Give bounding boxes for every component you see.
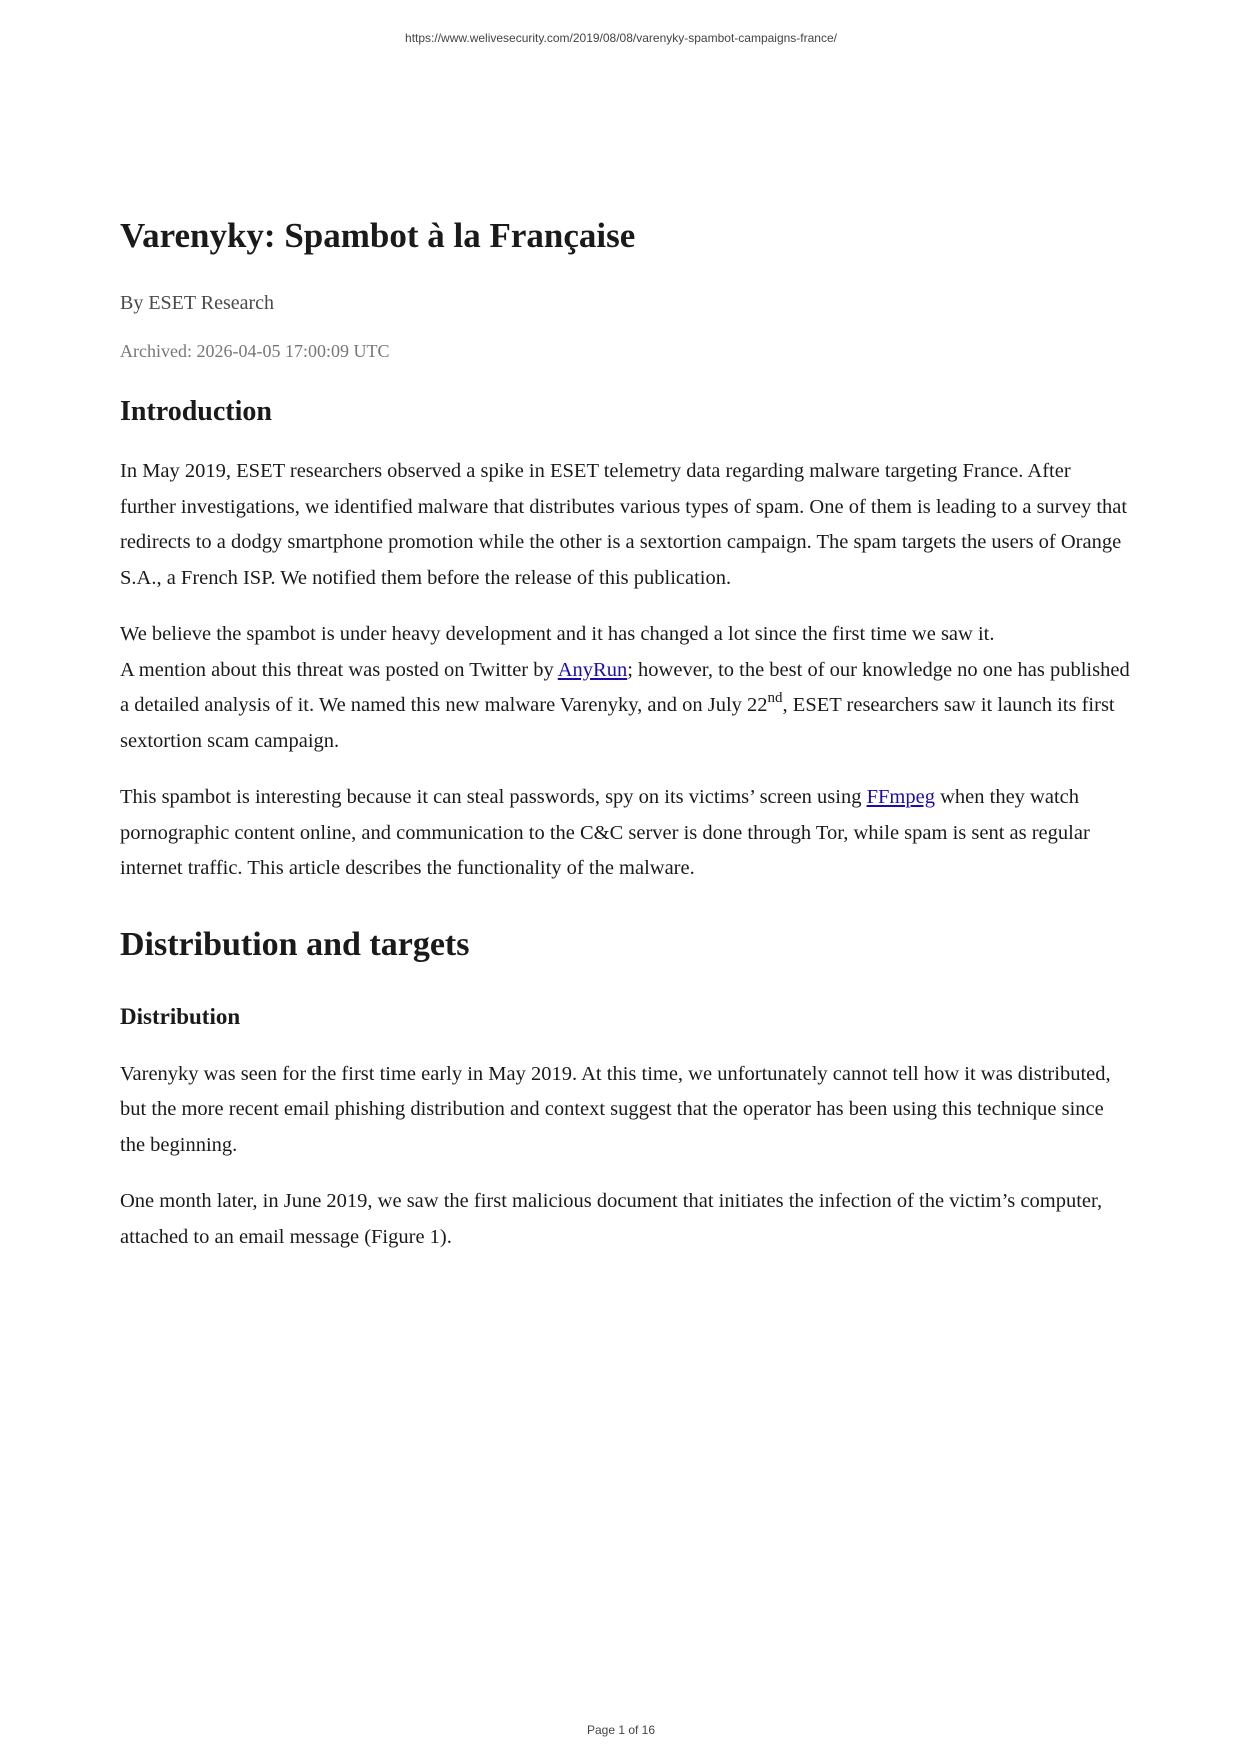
paragraph-intro-3-text-b: when they watch pornographic content online, and communication to the C&C server is done through Tor, while spam is sent as regular internet traffic. This article describes the functionality of the malware. — [120, 786, 1090, 879]
ffmpeg-link[interactable]: FFmpeg — [866, 786, 935, 808]
anyrun-link[interactable]: AnyRun — [557, 658, 628, 681]
paragraph-intro-2-text-c: , ESET researchers saw it launch its first sextortion scam campaign. — [120, 694, 1115, 752]
paragraph-intro-2 — [120, 617, 1130, 759]
article-title: Varenyky: Spambot à la Française — [120, 216, 636, 255]
paragraph-intro-3-text-a: This spambot is interesting because it can steal passwords, spy on its victims’ screen using — [120, 786, 867, 808]
paragraph-intro-2-text-a: A mention about this threat was posted on Twitter by — [120, 658, 558, 681]
paragraph-distribution-1: Varenyky was seen for the first time early in May 2019. At this time, we unfortunately cannot tell how it was distributed, but the more recent email phishing distribution and context suggest that the operator has been using this technique since the beginning. — [120, 1062, 1111, 1156]
paragraph-intro-2-line1: We believe the spambot is under heavy development and it has changed a lot since the first time we saw it. — [120, 623, 995, 645]
article — [120, 210, 1130, 1255]
introduction-heading: Introduction — [120, 396, 272, 427]
distribution-and-targets-heading: Distribution and targets — [120, 925, 470, 963]
paragraph-intro-2-text-b: ; however, to the best of our knowledge no one has published a detailed analysis of it. We named this new malware Varenyky, and on July 22 — [120, 658, 1130, 716]
page-url: https://www.welivesecurity.com/2019/08/08/varenyky-spambot-campaigns-france/ — [405, 31, 837, 45]
paragraph-intro-1: In May 2019, ESET researchers observed a spike in ESET telemetry data regarding malware targeting France. After further investigations, we identified malware that distributes various types of spam. One of them is leading to a survey that redirects to a dodgy smartphone promotion while the other is a sextortion campaign. The spam targets the users of Orange S.A., a French ISP. We notified them before the release of this publication. — [120, 460, 1128, 589]
paragraph-intro-3 — [120, 780, 1130, 887]
ordinal-suffix: nd — [767, 690, 783, 706]
byline: By ESET Research — [120, 292, 275, 314]
distribution-subheading: Distribution — [120, 1003, 241, 1029]
paragraph-distribution-2: One month later, in June 2019, we saw the first malicious document that initiates the infection of the victim’s computer, attached to an email message (Figure 1). — [120, 1190, 1103, 1248]
page-number: Page 1 of 16 — [586, 1723, 656, 1737]
archived-timestamp: Archived: 2026-04-05 17:00:09 UTC — [120, 341, 390, 361]
